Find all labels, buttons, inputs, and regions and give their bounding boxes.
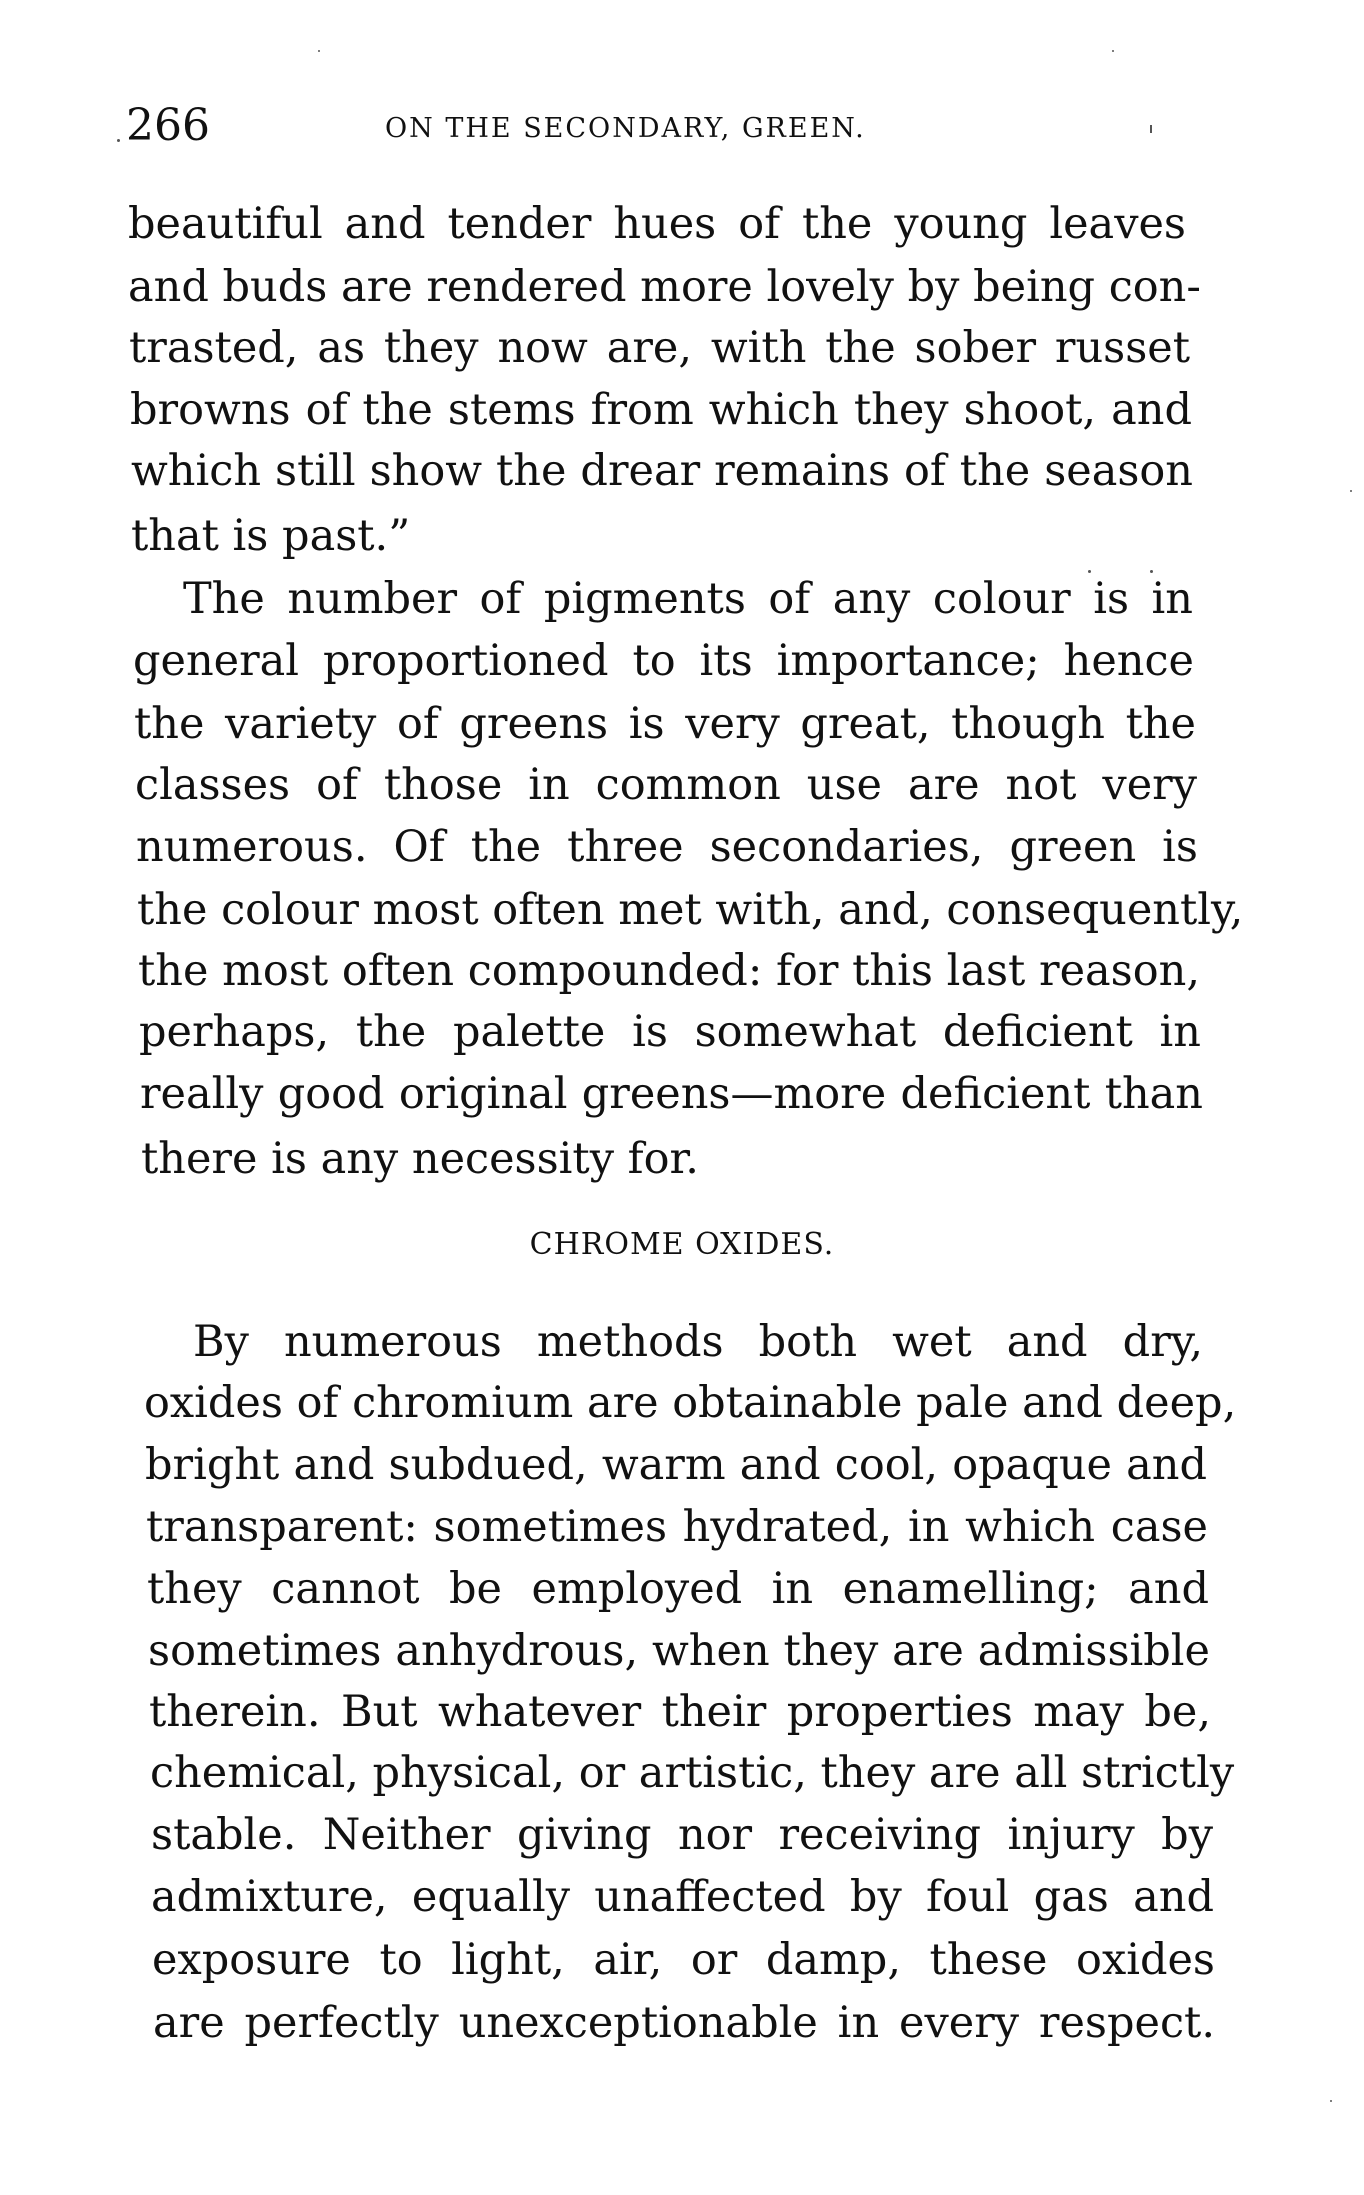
text-line: the variety of greens is very great, though the	[134, 699, 1196, 749]
scan-speck	[1150, 125, 1152, 133]
section-heading: CHROME OXIDES.	[529, 1227, 835, 1262]
text-line: really good original greens—more deficient than	[140, 1069, 1203, 1119]
text-line: the colour most often met with, and, consequently,	[137, 885, 1244, 935]
text-line: there is any necessity for.	[141, 1134, 699, 1184]
text-line: The number of pigments of any colour is in	[183, 574, 1193, 624]
text-line: therein. But whatever their properties may be,	[149, 1687, 1211, 1737]
text-line: beautiful and tender hues of the young leaves	[128, 199, 1186, 249]
text-line: classes of those in common use are not very	[135, 760, 1197, 810]
text-line: chemical, physical, or artistic, they are all strictly	[150, 1748, 1235, 1798]
text-line: general proportioned to its importance; hence	[133, 636, 1194, 686]
text-line: oxides of chromium are obtainable pale and deep,	[144, 1378, 1237, 1428]
text-line: and buds are rendered more lovely by being con-	[128, 262, 1201, 312]
scan-speck	[1350, 490, 1352, 492]
scan-speck	[1330, 2100, 1332, 2102]
scan-speck	[1088, 570, 1091, 573]
page-number: 266	[126, 100, 210, 151]
text-line: browns of the stems from which they shoot, and	[130, 385, 1192, 435]
running-title: ON THE SECONDARY, GREEN.	[385, 113, 866, 144]
text-line: bright and subdued, warm and cool, opaque and	[145, 1440, 1207, 1490]
text-line: sometimes anhydrous, when they are admissible	[148, 1626, 1210, 1676]
text-line: perhaps, the palette is somewhat deficient in	[139, 1007, 1201, 1057]
text-line: admixture, equally unaffected by foul gas and	[151, 1872, 1214, 1922]
text-line: exposure to light, air, or damp, these oxides	[152, 1935, 1215, 1985]
scan-speck	[117, 139, 120, 142]
text-line: that is past.”	[131, 511, 411, 561]
text-line: transparent: sometimes hydrated, in which case	[146, 1502, 1208, 1552]
text-line: stable. Neither giving nor receiving injury by	[151, 1810, 1213, 1860]
scan-speck	[1150, 570, 1153, 573]
text-line: By numerous methods both wet and dry,	[193, 1317, 1203, 1367]
text-line: are perfectly unexceptionable in every respect.	[153, 1998, 1215, 2048]
text-line: the most often compounded: for this last reason,	[138, 946, 1200, 996]
text-line: trasted, as they now are, with the sober russet	[129, 323, 1190, 373]
scan-speck	[318, 50, 320, 52]
text-line: numerous. Of the three secondaries, green is	[136, 822, 1198, 872]
text-line: which still show the drear remains of the season	[131, 446, 1193, 496]
scan-speck	[1112, 50, 1114, 52]
text-line: they cannot be employed in enamelling; and	[147, 1564, 1209, 1614]
